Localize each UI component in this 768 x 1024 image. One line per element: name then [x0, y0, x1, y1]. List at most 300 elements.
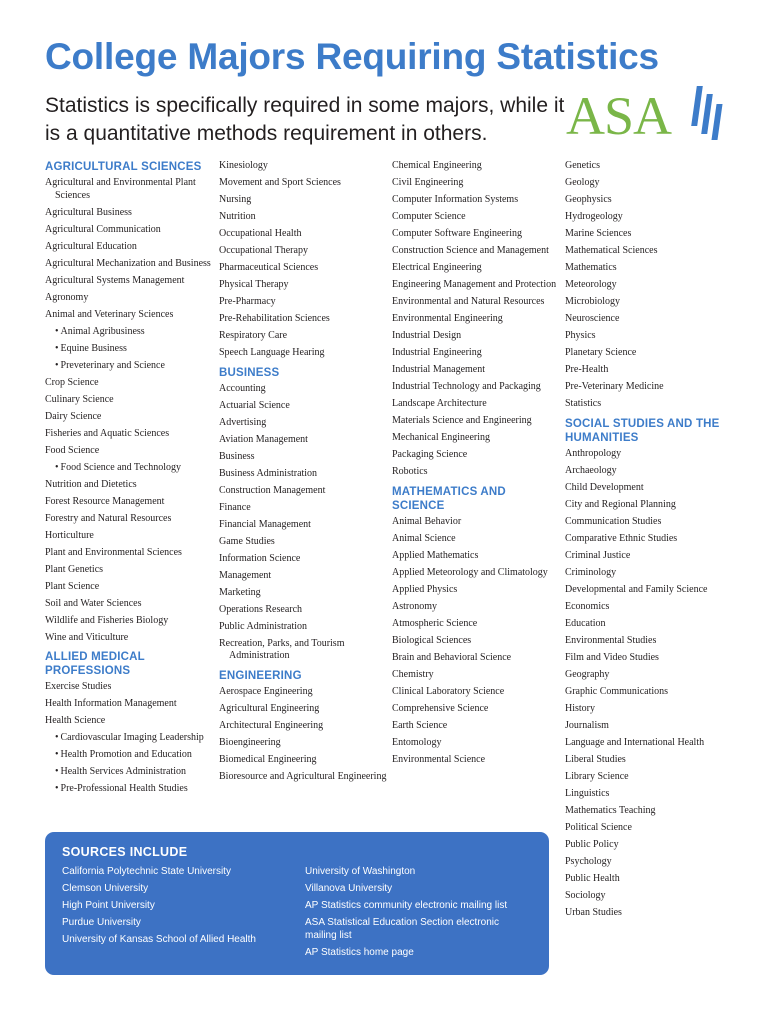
major-label: Construction Science and Management [392, 245, 549, 256]
major-item [565, 262, 745, 275]
source-item: Purdue University [62, 917, 141, 928]
major-label: Meteorology [565, 279, 617, 290]
major-item [565, 516, 745, 529]
asa-logo [566, 86, 726, 148]
major-item [45, 479, 213, 492]
major-item [392, 160, 560, 173]
major-label: Earth Science [392, 719, 448, 731]
major-label: Applied Meteorology and Climatology [392, 566, 548, 578]
major-item [219, 296, 387, 309]
major-item [392, 466, 560, 479]
major-item [392, 279, 560, 292]
major-label: Physical Therapy [219, 279, 289, 290]
sources-box [45, 832, 549, 975]
major-label: Pre-Rehabilitation Sciences [219, 313, 330, 324]
major-label: Biological Sciences [392, 634, 472, 646]
major-label: Accounting [219, 382, 266, 394]
major-list [45, 681, 213, 796]
major-label: Health Information Management [45, 698, 177, 709]
major-label: Health Promotion and Education [60, 749, 192, 760]
major-label: Animal Agribusiness [60, 325, 145, 337]
major-item [392, 245, 560, 258]
major-item [565, 177, 745, 190]
major-label: Animal Science [392, 532, 456, 544]
page-title: College Majors Requiring Statistics [45, 36, 659, 77]
major-label: Business [219, 450, 255, 462]
majors-column-4 [565, 160, 745, 924]
major-item [392, 567, 560, 580]
sources-title: SOURCES INCLUDE [62, 845, 188, 859]
major-item [392, 601, 560, 614]
major-item [392, 635, 560, 648]
major-item [565, 907, 745, 920]
major-item [45, 513, 213, 526]
major-label: Liberal Studies [565, 753, 626, 765]
major-section [45, 160, 213, 644]
major-label: Genetics [565, 160, 600, 171]
major-item [45, 445, 213, 458]
major-label: Fisheries and Aquatic Sciences [45, 427, 170, 439]
logo-bar [701, 94, 713, 134]
major-label: Robotics [392, 466, 428, 477]
major-label: Occupational Therapy [219, 245, 308, 256]
major-label: Mathematics [565, 262, 617, 273]
major-label: Landscape Architecture [392, 398, 487, 409]
major-label: Agricultural Mechanization and Business [45, 257, 211, 269]
major-item [565, 805, 745, 818]
major-label: Agricultural Education [45, 240, 137, 252]
major-label: Geophysics [565, 194, 612, 205]
major-label: Pre-Pharmacy [219, 296, 276, 307]
major-label: Computer Science [392, 211, 466, 222]
major-item [565, 720, 745, 733]
major-item [392, 652, 560, 665]
major-list [392, 516, 560, 767]
major-item [565, 482, 745, 495]
major-item [219, 160, 387, 173]
major-label: Clinical Laboratory Science [392, 685, 505, 697]
majors-column-1 [45, 160, 213, 800]
section-heading: ENGINEERING [219, 669, 302, 682]
source-item: AP Statistics home page [305, 947, 414, 958]
major-label: Industrial Technology and Packaging [392, 381, 541, 392]
major-label: Industrial Engineering [392, 347, 482, 358]
major-label: Linguistics [565, 787, 610, 799]
major-label: Neuroscience [565, 313, 620, 324]
major-label: Business Administration [219, 467, 318, 479]
source-item: Clemson University [62, 883, 149, 894]
major-label: Brain and Behavioral Science [392, 651, 512, 663]
major-item [565, 279, 745, 292]
major-label: Agricultural Engineering [219, 702, 320, 714]
major-label: Architectural Engineering [219, 719, 324, 731]
major-label: Aerospace Engineering [219, 685, 313, 697]
major-label: Archaeology [565, 464, 617, 476]
major-subitem [45, 360, 213, 373]
major-label: Chemistry [392, 668, 434, 680]
major-item [565, 652, 745, 665]
major-item [392, 330, 560, 343]
major-label: Journalism [565, 719, 609, 731]
major-list [219, 160, 387, 360]
major-item [219, 604, 387, 617]
major-label: Cardiovascular Imaging Leadership [60, 732, 204, 743]
major-label: Agronomy [45, 291, 89, 303]
major-item [219, 737, 387, 750]
major-list [219, 686, 387, 784]
major-item [219, 262, 387, 275]
major-item [565, 381, 745, 394]
major-label: Plant and Environmental Sciences [45, 546, 182, 558]
major-item [219, 502, 387, 515]
major-item [219, 553, 387, 566]
major-label: Pre-Professional Health Studies [60, 783, 188, 794]
major-label: Horticulture [45, 529, 94, 541]
major-section [219, 669, 387, 784]
source-item: ASA Statistical Education Section electronic mailing list [305, 917, 499, 941]
major-label: Developmental and Family Science [565, 583, 708, 595]
major-section [392, 160, 560, 479]
major-item [392, 737, 560, 750]
source-item: High Point University [62, 900, 155, 911]
major-label: Agricultural Communication [45, 223, 161, 235]
major-label: Occupational Health [219, 228, 302, 239]
major-label: Graphic Communications [565, 685, 669, 697]
major-label: Materials Science and Engineering [392, 415, 532, 426]
major-item [45, 530, 213, 543]
major-list [45, 177, 213, 644]
major-item [565, 839, 745, 852]
major-label: Respiratory Care [219, 330, 288, 341]
major-item [392, 584, 560, 597]
asa-logo-text: ASA [566, 86, 672, 146]
major-label: Nutrition and Dietetics [45, 478, 137, 490]
major-label: Biomedical Engineering [219, 753, 317, 765]
major-label: Aviation Management [219, 433, 308, 445]
major-label: Plant Science [45, 580, 100, 592]
major-label: Industrial Design [392, 330, 462, 341]
source-item: AP Statistics community electronic mailing list [305, 900, 508, 911]
major-label: Applied Physics [392, 583, 458, 595]
major-item [45, 224, 213, 237]
major-subitem [45, 749, 213, 762]
major-item [45, 207, 213, 220]
major-item [392, 686, 560, 699]
major-label: Geography [565, 668, 610, 680]
major-label: Environmental Science [392, 753, 486, 765]
major-item [219, 686, 387, 699]
major-label: Health Services Administration [60, 766, 187, 777]
major-label: Pharmaceutical Sciences [219, 262, 319, 273]
major-item [565, 228, 745, 241]
major-item [392, 262, 560, 275]
major-item [219, 621, 387, 634]
major-item [565, 771, 745, 784]
major-label: City and Regional Planning [565, 498, 676, 510]
major-label: Library Science [565, 770, 629, 782]
majors-column-3 [392, 160, 560, 771]
major-label: Crop Science [45, 376, 99, 388]
major-item [219, 519, 387, 532]
major-item [45, 394, 213, 407]
major-label: Physics [565, 330, 596, 341]
majors-column-2 [219, 160, 387, 788]
major-label: Environmental and Natural Resources [392, 296, 545, 307]
logo-bar [691, 86, 703, 126]
major-item [45, 241, 213, 254]
major-label: Language and International Health [565, 736, 705, 748]
sources-list-left [62, 865, 282, 950]
major-item [219, 771, 387, 784]
major-item [219, 468, 387, 481]
major-label: Criminology [565, 566, 617, 578]
major-item [219, 451, 387, 464]
major-label: Bioengineering [219, 736, 281, 748]
major-label: Marine Sciences [565, 228, 632, 239]
major-label: Exercise Studies [45, 681, 112, 692]
section-heading: BUSINESS [219, 366, 280, 379]
major-item [392, 381, 560, 394]
major-item [392, 754, 560, 767]
major-label: Electrical Engineering [392, 262, 482, 273]
major-item [45, 581, 213, 594]
major-item [565, 822, 745, 835]
major-item [219, 400, 387, 413]
major-section [565, 160, 745, 411]
major-item [565, 533, 745, 546]
major-label: Agricultural and Environmental Plant Sciences [45, 177, 196, 201]
major-label: Planetary Science [565, 347, 637, 358]
major-section [565, 417, 745, 920]
major-item [565, 703, 745, 716]
major-label: Psychology [565, 855, 612, 867]
major-item [219, 279, 387, 292]
major-label: Communication Studies [565, 515, 662, 527]
major-subitem [45, 783, 213, 796]
major-label: Equine Business [60, 342, 127, 354]
major-item [45, 615, 213, 628]
major-label: Film and Video Studies [565, 651, 659, 663]
major-item [45, 177, 213, 202]
major-item [219, 570, 387, 583]
major-item [565, 465, 745, 478]
major-item [565, 296, 745, 309]
sources-list-right [305, 865, 525, 963]
major-label: Environmental Engineering [392, 313, 503, 324]
major-label: Wine and Viticulture [45, 631, 129, 643]
major-item [565, 160, 745, 173]
major-label: Pre-Health [565, 364, 609, 375]
section-heading: ALLIED MEDICAL PROFESSIONS [45, 651, 145, 677]
major-list [565, 160, 745, 411]
major-item [565, 584, 745, 597]
major-item [219, 485, 387, 498]
major-label: Pre-Veterinary Medicine [565, 381, 664, 392]
major-label: Nursing [219, 194, 252, 205]
major-label: Urban Studies [565, 906, 622, 918]
major-item [219, 211, 387, 224]
major-label: Comparative Ethnic Studies [565, 532, 678, 544]
major-label: Actuarial Science [219, 399, 290, 411]
major-list [219, 383, 387, 663]
source-item: University of Washington [305, 866, 416, 877]
section-heading: SOCIAL STUDIES AND THE HUMANITIES [565, 417, 720, 444]
major-subitem [45, 326, 213, 339]
major-item [565, 754, 745, 767]
major-item [392, 449, 560, 462]
major-label: Microbiology [565, 296, 620, 307]
major-label: Bioresource and Agricultural Engineering [219, 770, 387, 782]
source-item: University of Kansas School of Allied Health [62, 934, 256, 945]
major-label: Industrial Management [392, 364, 486, 375]
major-item [219, 417, 387, 430]
major-item [219, 330, 387, 343]
major-item [392, 194, 560, 207]
major-item [565, 245, 745, 258]
major-list [392, 160, 560, 479]
page-subtitle: Statistics is specifically required in some majors, while it is a quantitative methods requirement in others. [45, 94, 565, 145]
major-label: Anthropology [565, 447, 622, 459]
major-label: Advertising [219, 416, 267, 428]
major-item [565, 211, 745, 224]
major-item [392, 669, 560, 682]
major-label: Civil Engineering [392, 177, 464, 188]
major-item [219, 245, 387, 258]
major-item [565, 669, 745, 682]
major-label: Dairy Science [45, 410, 102, 422]
major-item [45, 496, 213, 509]
major-label: Movement and Sport Sciences [219, 177, 341, 188]
major-item [392, 703, 560, 716]
major-item [392, 211, 560, 224]
major-item [219, 347, 387, 360]
major-item [392, 313, 560, 326]
major-label: Speech Language Hearing [219, 347, 325, 358]
major-item [45, 632, 213, 645]
major-item [45, 547, 213, 560]
major-label: Packaging Science [392, 449, 468, 460]
major-item [565, 398, 745, 411]
major-section [45, 650, 213, 796]
major-item [45, 698, 213, 711]
major-item [219, 754, 387, 767]
major-item [45, 428, 213, 441]
major-item [45, 411, 213, 424]
major-label: Mathematics Teaching [565, 804, 656, 816]
major-label: Geology [565, 177, 600, 188]
major-item [392, 720, 560, 733]
major-label: Construction Management [219, 484, 326, 496]
major-item [565, 618, 745, 631]
major-label: Financial Management [219, 518, 311, 530]
major-item [565, 499, 745, 512]
major-label: Animal and Veterinary Sciences [45, 308, 174, 320]
major-label: Statistics [565, 398, 602, 409]
major-label: Chemical Engineering [392, 160, 482, 171]
major-label: Hydrogeology [565, 211, 623, 222]
major-subitem [45, 732, 213, 745]
major-item [392, 347, 560, 360]
major-label: Engineering Management and Protection [392, 279, 557, 290]
major-label: Operations Research [219, 603, 303, 615]
major-label: Forestry and Natural Resources [45, 512, 172, 524]
major-item [565, 448, 745, 461]
major-list [565, 448, 745, 920]
major-label: Recreation, Parks, and Tourism Administration [219, 637, 345, 661]
major-label: Agricultural Business [45, 206, 132, 218]
major-item [565, 567, 745, 580]
major-label: Environmental Studies [565, 634, 657, 646]
major-label: Atmospheric Science [392, 617, 478, 629]
major-label: Food Science [45, 444, 100, 456]
major-item [219, 638, 387, 663]
major-label: Child Development [565, 481, 644, 493]
major-item [219, 703, 387, 716]
logo-bar [711, 104, 722, 140]
major-item [45, 309, 213, 322]
major-section [392, 485, 560, 767]
major-label: Computer Software Engineering [392, 228, 522, 239]
major-label: Marketing [219, 586, 261, 598]
major-item [392, 398, 560, 411]
major-label: Sociology [565, 889, 606, 901]
major-item [392, 177, 560, 190]
major-item [565, 194, 745, 207]
major-item [565, 550, 745, 563]
major-label: Preveterinary and Science [60, 359, 165, 371]
major-item [219, 313, 387, 326]
source-item: California Polytechnic State University [62, 866, 231, 877]
major-item [565, 364, 745, 377]
major-subitem [45, 462, 213, 475]
major-section [219, 160, 387, 360]
major-item [565, 601, 745, 614]
major-item [219, 536, 387, 549]
major-item [392, 296, 560, 309]
major-item [45, 681, 213, 694]
major-item [219, 434, 387, 447]
major-label: Game Studies [219, 535, 275, 547]
major-label: History [565, 702, 595, 714]
major-label: Education [565, 617, 606, 629]
major-item [45, 292, 213, 305]
major-item [392, 516, 560, 529]
major-item [392, 533, 560, 546]
section-heading: AGRICULTURAL SCIENCES [45, 161, 202, 173]
major-label: Entomology [392, 736, 442, 748]
major-item [565, 313, 745, 326]
major-item [219, 177, 387, 190]
major-item [565, 890, 745, 903]
major-item [45, 258, 213, 271]
major-label: Plant Genetics [45, 563, 104, 575]
major-label: Nutrition [219, 211, 256, 222]
major-label: Criminal Justice [565, 549, 631, 561]
major-item [565, 788, 745, 801]
source-item: Villanova University [305, 883, 393, 894]
major-label: Economics [565, 600, 610, 612]
major-item [565, 635, 745, 648]
major-label: Finance [219, 501, 251, 513]
major-item [392, 432, 560, 445]
major-label: Kinesiology [219, 160, 268, 171]
major-item [45, 564, 213, 577]
major-item [392, 364, 560, 377]
major-label: Public Health [565, 872, 620, 884]
major-label: Health Science [45, 715, 106, 726]
major-item [219, 194, 387, 207]
major-item [45, 377, 213, 390]
